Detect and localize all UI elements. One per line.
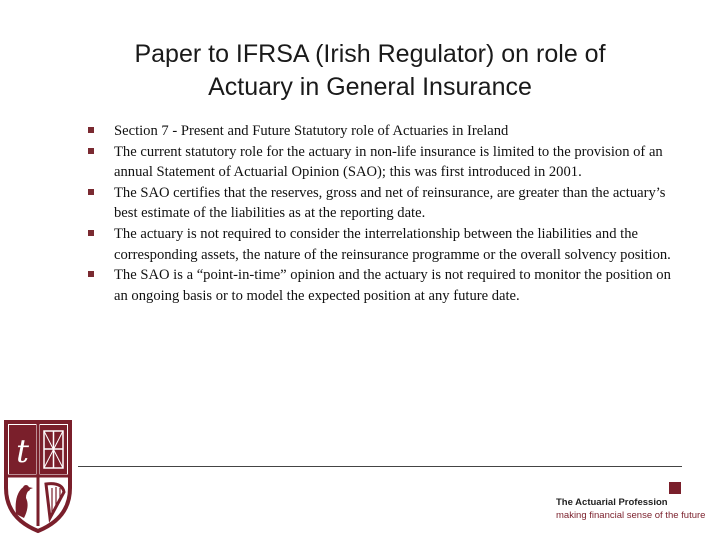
footer-divider: [78, 466, 682, 467]
crest-letter: t: [16, 432, 29, 470]
bullet-list: [88, 121, 688, 306]
brand-square-icon: [669, 482, 681, 494]
square-bullet-icon: [88, 148, 94, 154]
bullet-text: Section 7 - Present and Future Statutory role of Actuaries in Ireland: [114, 123, 509, 139]
square-bullet-icon: [88, 189, 94, 195]
square-bullet-icon: [88, 127, 94, 133]
brand-tagline: making financial sense of the future: [556, 510, 706, 521]
bullet-item: [88, 224, 688, 265]
bullet-item: [88, 121, 688, 142]
bullet-text: The current statutory role for the actuary in non-life insurance is limited to the provision of an annual Statement of Actuarial Opinion (SAO); this was first introduced in 2001.: [114, 143, 663, 181]
title-line-1: Paper to IFRSA (Irish Regulator) on role of: [134, 40, 606, 68]
bullet-item: [88, 265, 688, 306]
bullet-item: [88, 142, 688, 183]
bullet-item: [88, 183, 688, 224]
actuarial-crest-icon: [2, 418, 74, 534]
bullet-text: The SAO is a “point-in-time” opinion and the actuary is not required to monitor the position on an ongoing basis or to model the expected position at any future date.: [114, 267, 671, 304]
square-bullet-icon: [88, 230, 94, 236]
bullet-text: The SAO certifies that the reserves, gross and net of reinsurance, are greater than the actuary’s best estimate of the liabilities as at the reporting date.: [114, 184, 666, 222]
brand-name: The Actuarial Profession: [556, 497, 668, 508]
title-line-2: Actuary in General Insurance: [208, 73, 532, 101]
bullet-text: The actuary is not required to consider the interrelationship between the liabilities and the corresponding assets, the nature of the reinsurance programme or the overall solvency position.: [114, 225, 671, 263]
slide-title: [60, 38, 680, 104]
square-bullet-icon: [88, 271, 94, 277]
